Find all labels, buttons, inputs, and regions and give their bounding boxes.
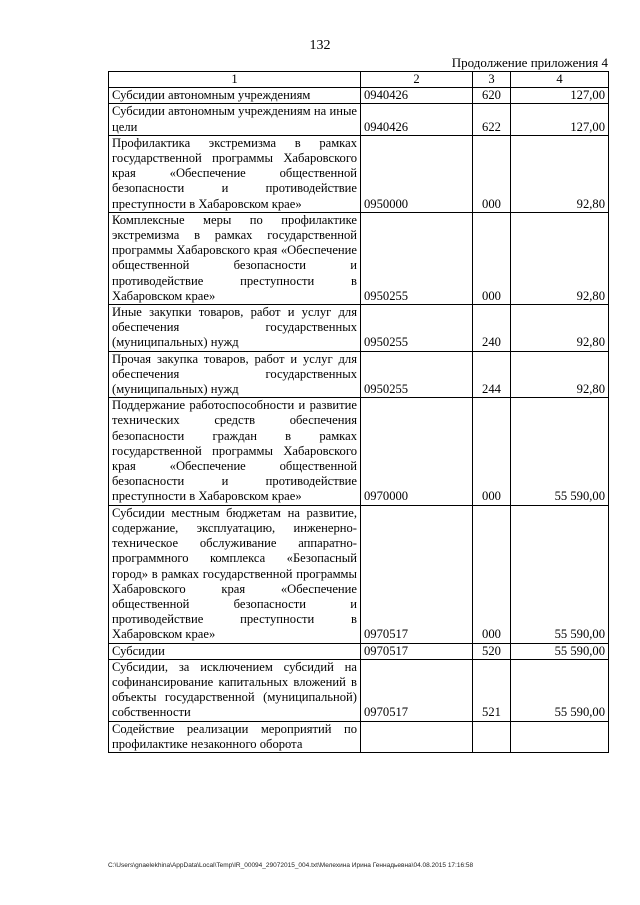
row-amount: 127,00: [511, 88, 609, 104]
table-row: [109, 135, 609, 212]
row-type: 244: [473, 351, 511, 398]
row-name: Поддержание работоспособности и развитие технических средств обеспечения безопасности граждан в рамках государственной программы Хабаровского края «Обеспечение общественной безопасности и противодействие преступности в Хабаровском крае»: [109, 398, 361, 505]
row-code: 0970000: [361, 398, 473, 505]
row-code: [361, 721, 473, 752]
row-type: 620: [473, 88, 511, 104]
row-code: 0950255: [361, 351, 473, 398]
row-code: 0950000: [361, 135, 473, 212]
row-name: Субсидии: [109, 643, 361, 659]
row-type: 520: [473, 643, 511, 659]
continuation-label: Продолжение приложения 4: [451, 55, 608, 70]
row-name: Субсидии местным бюджетам на развитие, содержание, эксплуатацию, инженерно-техническое обслуживание аппаратно-программного комплекса «Безопасный город» в рамках государственной программы Хабаровского края «Обеспечение общественной безопасности и противодействие преступности в Хабаровском крае»: [109, 505, 361, 643]
row-name: Субсидии автономным учреждениям на иные цели: [109, 104, 361, 135]
row-code: 0950255: [361, 212, 473, 304]
row-amount: 55 590,00: [511, 505, 609, 643]
row-type: 000: [473, 135, 511, 212]
row-type: [473, 721, 511, 752]
column-header-4: 4: [511, 72, 609, 88]
row-name: Комплексные меры по профилактике экстремизма в рамках государственной программы Хабаровского края «Обеспечение общественной безопасности и противодействие преступности в Хабаровском крае»: [109, 212, 361, 304]
row-type: 000: [473, 212, 511, 304]
row-code: 0950255: [361, 305, 473, 352]
row-amount: [511, 721, 609, 752]
column-header-3: 3: [473, 72, 511, 88]
column-header-2: 2: [361, 72, 473, 88]
row-code: 0970517: [361, 659, 473, 721]
row-amount: 55 590,00: [511, 659, 609, 721]
row-name: Субсидии автономным учреждениям: [109, 88, 361, 104]
row-type: 000: [473, 505, 511, 643]
row-amount: 55 590,00: [511, 398, 609, 505]
page-number: 132: [309, 38, 331, 53]
row-amount: 55 590,00: [511, 643, 609, 659]
table-row: [109, 659, 609, 721]
row-name: Субсидии, за исключением субсидий на софинансирование капитальных вложений в объекты государственной (муниципальной) собственности: [109, 659, 361, 721]
row-name: Иные закупки товаров, работ и услуг для обеспечения государственных (муниципальных) нужд: [109, 305, 361, 352]
table-row: [109, 88, 609, 104]
row-amount: 92,80: [511, 135, 609, 212]
row-code: 0970517: [361, 643, 473, 659]
row-amount: 92,80: [511, 212, 609, 304]
row-type: 521: [473, 659, 511, 721]
table-header-row: [109, 72, 609, 88]
table-row: [109, 305, 609, 352]
table-row: [109, 212, 609, 304]
row-amount: 92,80: [511, 351, 609, 398]
row-name: Прочая закупка товаров, работ и услуг для обеспечения государственных (муниципальных) нужд: [109, 351, 361, 398]
row-code: 0940426: [361, 104, 473, 135]
row-type: 240: [473, 305, 511, 352]
row-code: 0940426: [361, 88, 473, 104]
table-row: [109, 643, 609, 659]
row-type: 622: [473, 104, 511, 135]
table-row: [109, 398, 609, 505]
row-amount: 127,00: [511, 104, 609, 135]
column-header-1: 1: [109, 72, 361, 88]
table-row: [109, 505, 609, 643]
file-path-footer: C:\Users\gnaelekhina\AppData\Local\Temp\IR_00094_29072015_004.txt\Мелехина Ирина Геннадьевна\04.08.2015 17:16:58: [108, 862, 474, 869]
table-row: [109, 104, 609, 135]
row-name: Профилактика экстремизма в рамках государственной программы Хабаровского края «Обеспечение общественной безопасности и противодействие преступности в Хабаровском крае»: [109, 135, 361, 212]
row-amount: 92,80: [511, 305, 609, 352]
row-type: 000: [473, 398, 511, 505]
row-name: Содействие реализации мероприятий по профилактике незаконного оборота: [109, 721, 361, 752]
row-code: 0970517: [361, 505, 473, 643]
table-row: [109, 721, 609, 752]
budget-table: [108, 71, 609, 753]
table-row: [109, 351, 609, 398]
